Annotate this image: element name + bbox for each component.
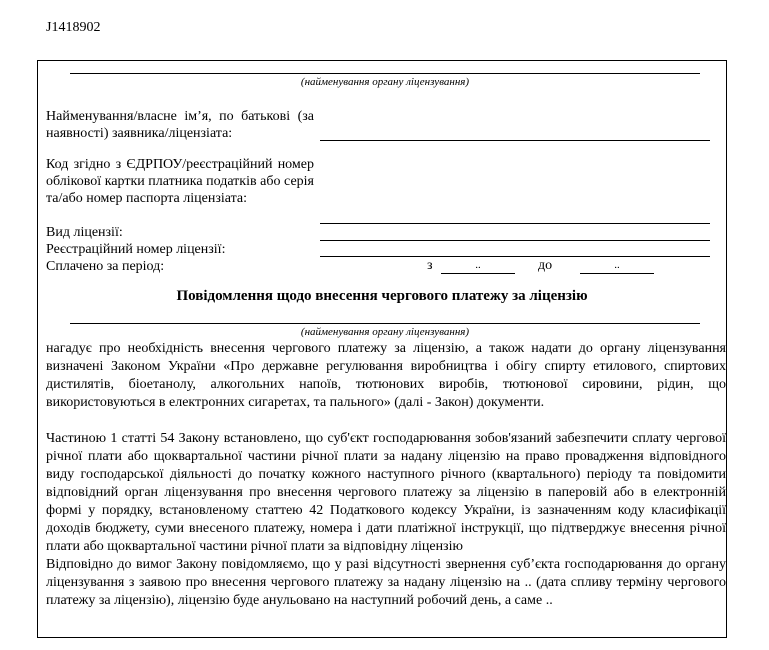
period-to-label: до xyxy=(538,258,553,273)
org-caption-top: (найменування органу ліцензування) xyxy=(300,76,470,88)
license-type-line[interactable] xyxy=(320,240,710,241)
paid-period-label: Сплачено за період: xyxy=(46,259,165,274)
period-from-label: з xyxy=(427,258,433,273)
license-number-label: Реєстраційний номер ліцензії: xyxy=(46,242,226,257)
license-type-label: Вид ліцензії: xyxy=(46,225,123,240)
document-id: J1418902 xyxy=(46,20,101,35)
body-paragraph-warning: Відповідно до вимог Закону повідомляємо, що у разі відсутності звернення суб’єкта господарювання до органу ліцензування з заявою про внесення чергового платежу за надану ліцензію на .. (дата спливу терміну чергового платежу за ліцензію), ліцензію буде анульовано на наступний робочий день, а саме .. xyxy=(46,557,726,608)
applicant-name-line[interactable] xyxy=(320,140,710,141)
org-line-middle xyxy=(70,323,700,324)
license-number-line[interactable] xyxy=(320,256,710,257)
org-line-top xyxy=(70,73,700,74)
period-to-field[interactable]: .. xyxy=(580,259,654,274)
edrpou-code-label: Код згідно з ЄДРПОУ/реєстраційний номер облікової картки платника податків або серія та/або номер паспорта ліцензіата: xyxy=(46,157,314,206)
org-caption-middle: (найменування органу ліцензування) xyxy=(300,326,470,338)
body-paragraph-reminder: нагадує про необхідність внесення чергового платежу за ліцензію, а також надати до органу ліцензування визначені Законом України «Про державне регулювання виробництва і обігу спирту етилового, спиртових дистилятів, біоетанолу, алкогольних напоїв, тютюнових виробів, тютюнової сировини, рідин, що використовуються в електронних сигаретах, та пального» (далі - Закон) документи. xyxy=(46,341,726,410)
notice-title: Повідомлення щодо внесення чергового платежу за ліцензію xyxy=(176,288,588,304)
edrpou-code-line[interactable] xyxy=(320,223,710,224)
applicant-name-label: Найменування/власне ім’я, по батькові (за наявності) заявника/ліцензіата: xyxy=(46,109,314,141)
body-paragraph-law: Частиною 1 статті 54 Закону встановлено, що суб'єкт господарювання зобов'язаний забезпечити сплату чергової річної плати або щоквартальної частини річної плати за надану ліцензію на право провадження відповідного виду господарської діяльності до початку кожного наступного річного (квартального) періоду та повідомити відповідний орган ліцензування про внесення чергового платежу за ліцензію в паперовій або в електронній формі у порядку, встановленому статтею 42 Податкового кодексу України, із зазначенням коду класифікації доходів бюджету, суми внесеного платежу, номера і дати платіжної інструкції, що підтверджує внесення річної плати або щоквартальної частини річної плати за відповідну ліцензію xyxy=(46,431,726,554)
period-from-field[interactable]: .. xyxy=(441,259,515,274)
